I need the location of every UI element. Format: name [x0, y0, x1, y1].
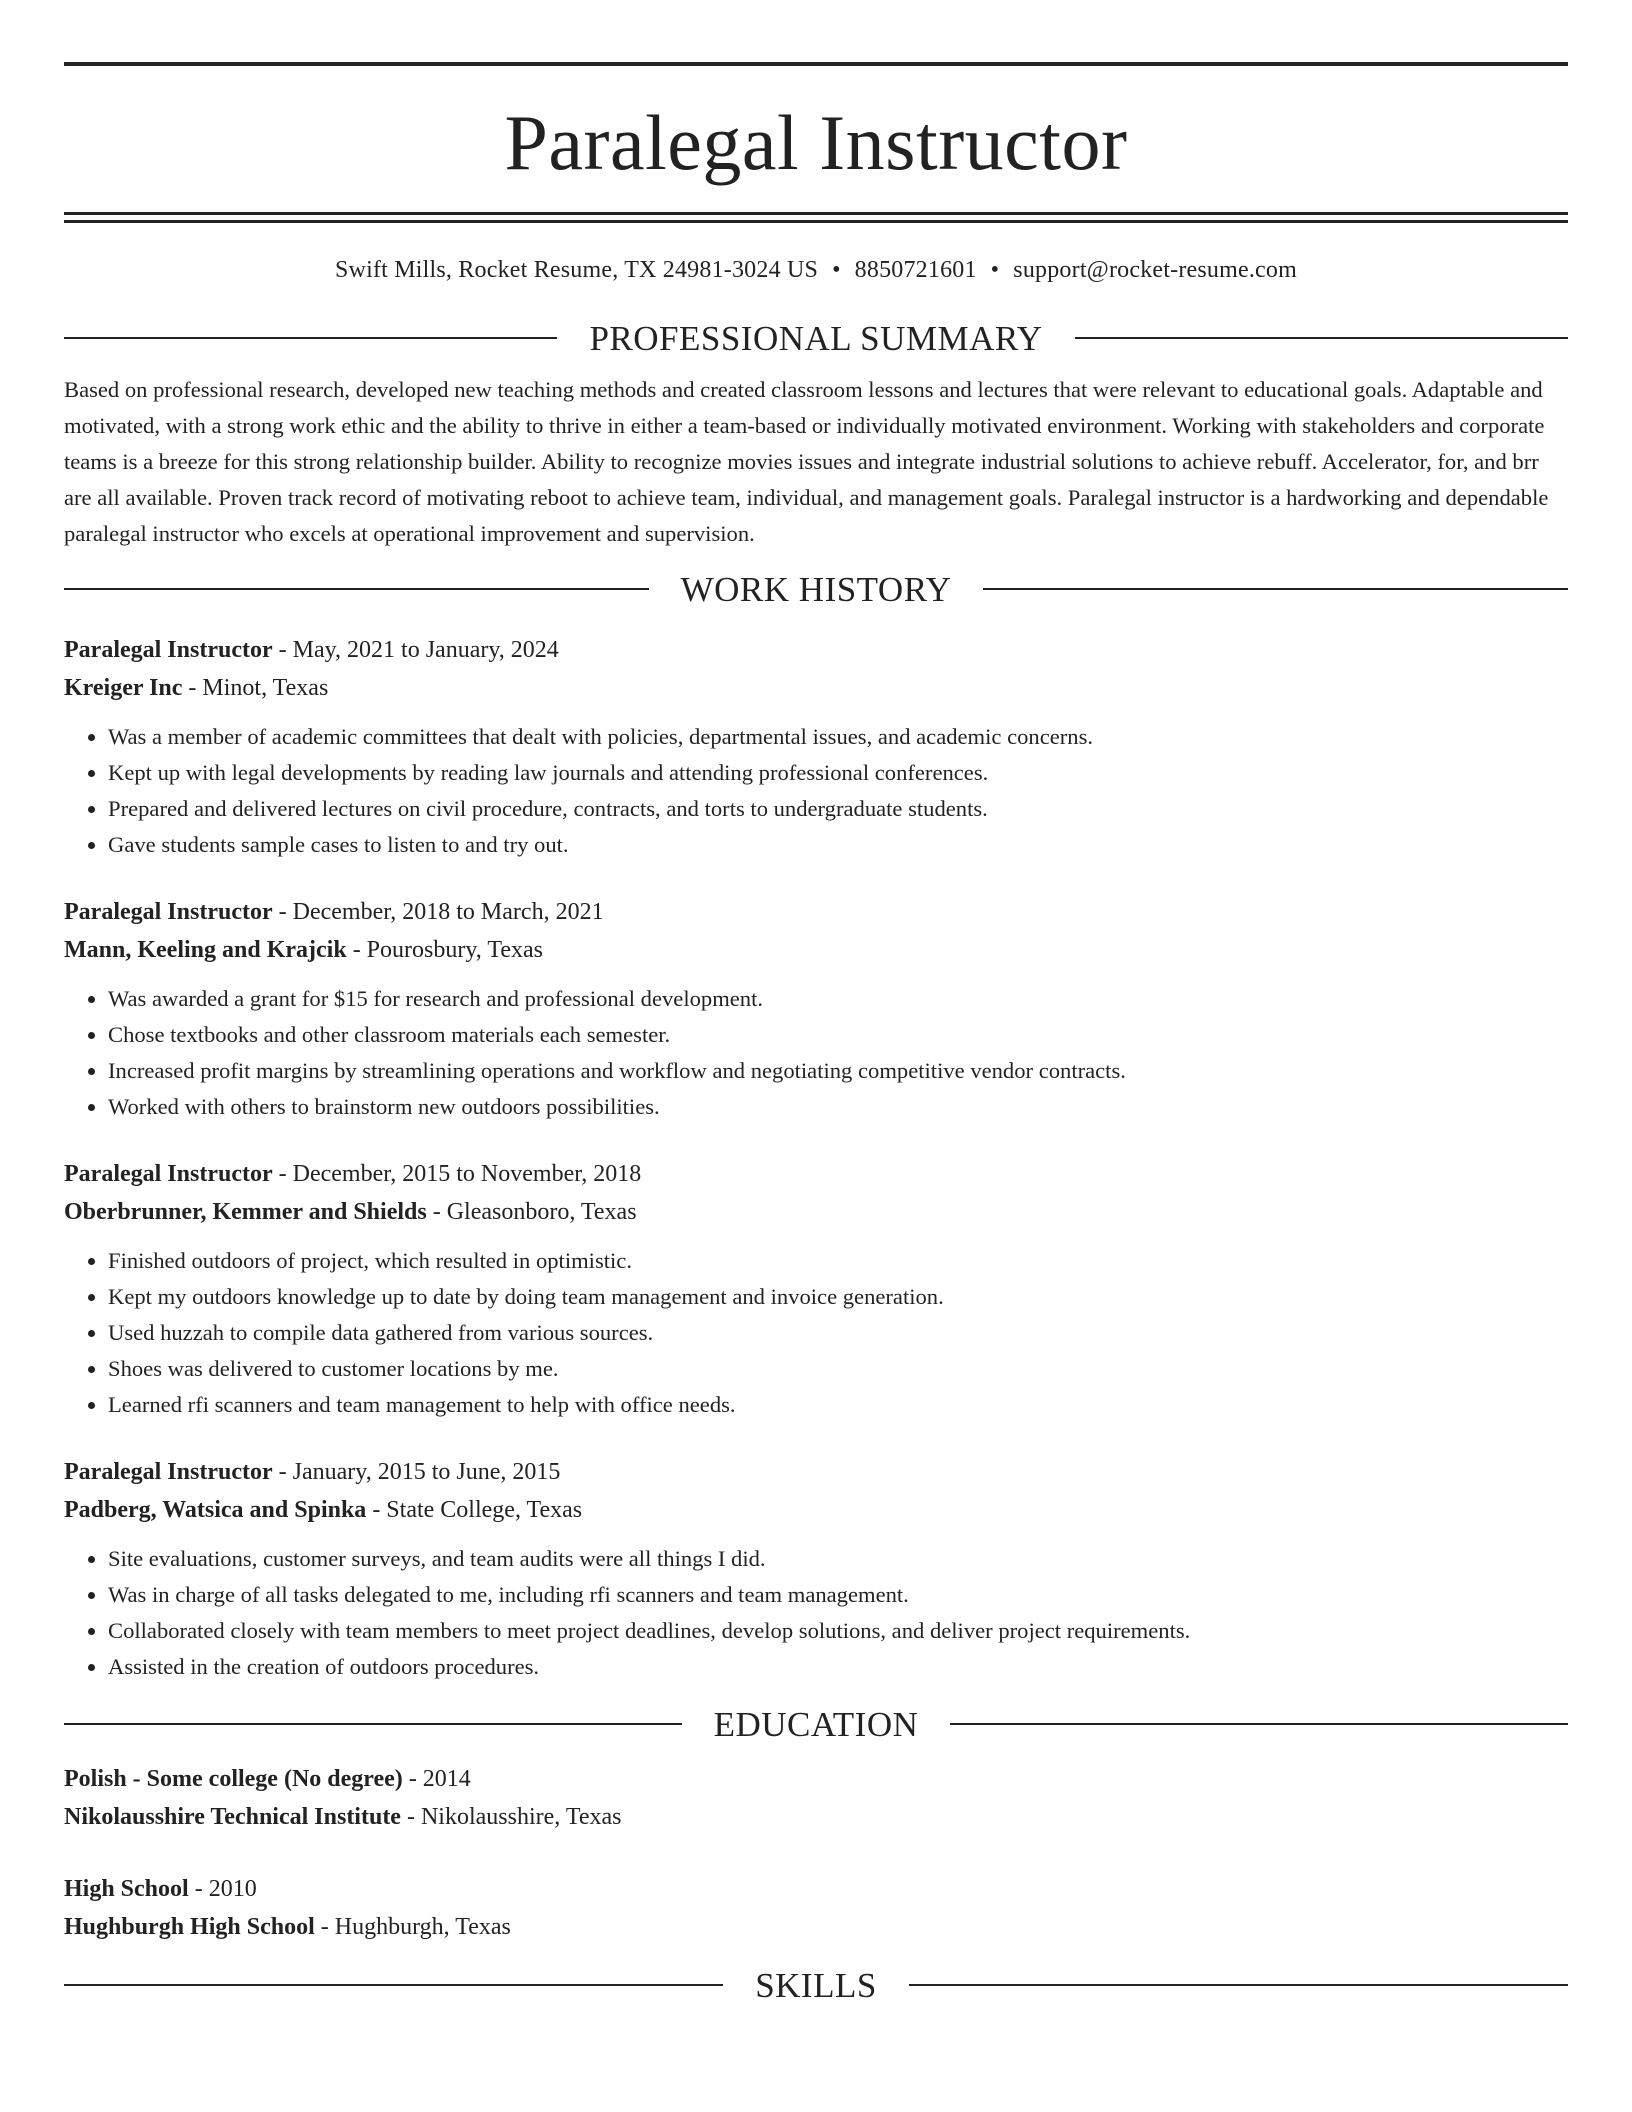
job-bullet: • Chose textbooks and other classroom materials each semester.: [108, 1017, 1568, 1053]
heading-rule: [64, 1984, 723, 1986]
job-bullet: • Collaborated closely with team members to meet project deadlines, develop solutions, and deliver project requirements.: [108, 1613, 1568, 1649]
heading-rule: [64, 1723, 682, 1725]
summary-heading: [64, 318, 1568, 358]
education-school-line: [64, 1798, 1568, 1836]
job-company-line: [64, 1491, 1568, 1529]
job-bullet: • Was awarded a grant for $15 for research and professional development.: [108, 981, 1568, 1017]
job-dates: - January, 2015 to June, 2015: [272, 1458, 561, 1485]
summary-heading-label: PROFESSIONAL SUMMARY: [589, 318, 1043, 358]
job-bullets: [64, 981, 1568, 1125]
job-bullet: • Used huzzah to compile data gathered from various sources.: [108, 1315, 1568, 1351]
summary-text: Based on professional research, developed new teaching methods and created classroom lessons and lectures that were relevant to educational goals. Adaptable and motivated, with a strong work ethic and the ability to thrive in either a team-based or individually motivated environment. Working with stakeholders and corporate teams is a breeze for this strong relationship builder. Ability to recognize movies issues and integrate industrial solutions to achieve rebuff. Accelerator, for, and brr are all available. Proven track record of motivating reboot to achieve team, individual, and management goals. Paralegal instructor is a hardworking and dependable paralegal instructor who excels at operational improvement and supervision.: [64, 376, 1549, 546]
heading-rule: [1075, 337, 1568, 339]
education-school: Hughburgh High School: [64, 1913, 315, 1940]
job-entry: [64, 893, 1568, 1125]
job-bullets: [64, 719, 1568, 863]
candidate-name: Paralegal Instructor: [504, 99, 1128, 186]
education-school: Nikolausshire Technical Institute: [64, 1803, 401, 1830]
job-title-line: [64, 1453, 1568, 1491]
education-location: - Hughburgh, Texas: [314, 1913, 511, 1940]
job-title: Paralegal Instructor: [64, 636, 273, 663]
job-location: - Minot, Texas: [182, 674, 329, 701]
job-bullet: • Site evaluations, customer surveys, and team audits were all things I did.: [108, 1541, 1568, 1577]
top-rule: [64, 62, 1568, 66]
job-bullet: • Was in charge of all tasks delegated to me, including rfi scanners and team management.: [108, 1577, 1568, 1613]
job-dates: - May, 2021 to January, 2024: [272, 636, 559, 663]
contact-line: [64, 256, 1568, 285]
heading-rule: [909, 1984, 1568, 1986]
work-history-heading-label: WORK HISTORY: [680, 569, 952, 609]
heading-rule: [983, 588, 1568, 590]
heading-rule: [64, 588, 649, 590]
job-company-line: [64, 1193, 1568, 1231]
job-bullet: • Increased profit margins by streamlining operations and workflow and negotiating competitive vendor contracts.: [108, 1053, 1568, 1089]
job-location: - State College, Texas: [366, 1496, 583, 1523]
job-entry: [64, 1155, 1568, 1423]
job-dates: - December, 2015 to November, 2018: [272, 1160, 642, 1187]
job-bullet: • Worked with others to brainstorm new outdoors possibilities.: [108, 1089, 1568, 1125]
work-history-heading: [64, 569, 1568, 609]
job-bullet: • Kept up with legal developments by reading law journals and attending professional conferences.: [108, 755, 1568, 791]
job-bullet: • Was a member of academic committees that dealt with policies, departmental issues, and academic concerns.: [108, 719, 1568, 755]
contact-address: Swift Mills, Rocket Resume, TX 24981-3024 US: [335, 257, 819, 283]
education-location: - Nikolausshire, Texas: [400, 1803, 622, 1830]
job-bullet: • Finished outdoors of project, which resulted in optimistic.: [108, 1243, 1568, 1279]
job-title: Paralegal Instructor: [64, 1458, 273, 1485]
education-entry: [64, 1870, 1568, 1946]
job-bullet: • Gave students sample cases to listen to and try out.: [108, 827, 1568, 863]
job-location: - Pourosbury, Texas: [346, 936, 543, 963]
job-company: Padberg, Watsica and Spinka: [64, 1496, 367, 1523]
job-bullet: • Kept my outdoors knowledge up to date by doing team management and invoice generation.: [108, 1279, 1568, 1315]
job-title-line: [64, 631, 1568, 669]
job-title-line: [64, 893, 1568, 931]
job-bullets: [64, 1541, 1568, 1685]
heading-rule: [64, 337, 557, 339]
skills-heading-label: SKILLS: [755, 1965, 877, 2005]
job-title-line: [64, 1155, 1568, 1193]
education-year: - 2014: [402, 1765, 471, 1792]
job-bullet: • Assisted in the creation of outdoors procedures.: [108, 1649, 1568, 1685]
job-dates: - December, 2018 to March, 2021: [272, 898, 604, 925]
education-degree-line: [64, 1760, 1568, 1798]
job-company: Kreiger Inc: [64, 674, 183, 701]
job-bullet: • Shoes was delivered to customer locations by me.: [108, 1351, 1568, 1387]
job-location: - Gleasonboro, Texas: [426, 1198, 637, 1225]
job-title: Paralegal Instructor: [64, 1160, 273, 1187]
contact-separator: •: [990, 257, 1000, 283]
job-title: Paralegal Instructor: [64, 898, 273, 925]
job-entry: [64, 631, 1568, 863]
job-bullet: • Prepared and delivered lectures on civil procedure, contracts, and torts to undergraduate students.: [108, 791, 1568, 827]
education-year: - 2010: [188, 1875, 257, 1902]
education-heading: [64, 1704, 1568, 1744]
education-heading-label: EDUCATION: [713, 1704, 919, 1744]
skills-heading: [64, 1965, 1568, 2005]
job-bullets: [64, 1243, 1568, 1423]
education-school-line: [64, 1908, 1568, 1946]
education-degree: High School: [64, 1875, 189, 1902]
heading-rule: [950, 1723, 1568, 1725]
education-degree-line: [64, 1870, 1568, 1908]
contact-email: support@rocket-resume.com: [1013, 257, 1297, 283]
header-double-rule: [64, 212, 1568, 223]
contact-separator: •: [832, 257, 841, 283]
education-degree: Polish - Some college (No degree): [64, 1765, 403, 1792]
job-entry: [64, 1453, 1568, 1685]
job-bullet: • Learned rfi scanners and team management to help with office needs.: [108, 1387, 1568, 1423]
job-company-line: [64, 669, 1568, 707]
contact-phone: 8850721601: [854, 257, 977, 283]
job-company-line: [64, 931, 1568, 969]
education-entry: [64, 1760, 1568, 1836]
job-company: Oberbrunner, Kemmer and Shields: [64, 1198, 427, 1225]
job-company: Mann, Keeling and Krajcik: [64, 936, 347, 963]
